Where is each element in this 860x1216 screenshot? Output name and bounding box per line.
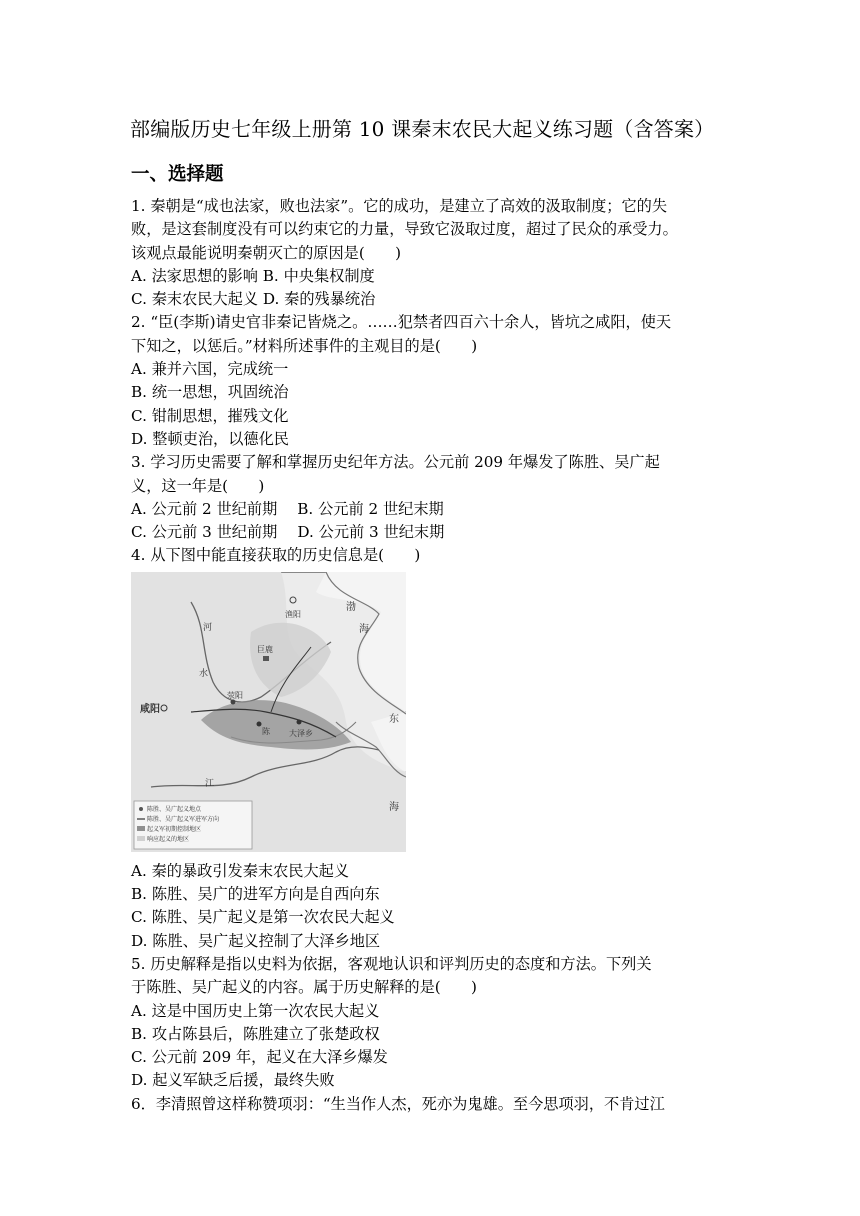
option-line: B. 攻占陈县后，陈胜建立了张楚政权 <box>131 1024 380 1043</box>
uprising-map <box>131 572 406 852</box>
map-label-chen: 陈 <box>262 726 270 736</box>
legend-item: 响应起义的地区 <box>147 835 190 843</box>
text-line: 1. 秦朝是“成也法家，败也法家”。它的成功，是建立了高效的汲取制度；它的失 <box>131 197 668 215</box>
option-line: C. 秦末农民大起义 D. 秦的残暴统治 <box>131 290 376 309</box>
map-label-hai2: 海 <box>389 801 399 813</box>
map-label-xingyang: 荥阳 <box>227 690 243 700</box>
option-line: C. 陈胜、吴广起义是第一次农民大起义 <box>131 908 395 927</box>
option-line: B. 统一思想，巩固统治 <box>131 383 289 402</box>
legend-item: 陈胜、吴广起义军进军方向 <box>147 815 220 823</box>
option-line: D. 陈胜、吴广起义控制了大泽乡地区 <box>131 931 381 950</box>
legend-item: 陈胜、吴广起义地点 <box>147 805 202 813</box>
option-line: C. 公元前 209 年，起义在大泽乡爆发 <box>131 1048 388 1067</box>
option-line: A. 法家思想的影响 B. 中央集权制度 <box>131 266 375 285</box>
map-label-bo: 渤 <box>346 601 356 613</box>
text-line: 5. 历史解释是指以史料为依据，客观地认识和评判历史的态度和方法。下列关 <box>131 954 652 973</box>
text-line: 于陈胜、吴广起义的内容。属于历史解释的是( ) <box>131 978 477 997</box>
text-line: 败，是这套制度没有可以约束它的力量，导致它汲取过度，超过了民众的承受力。 <box>131 220 678 239</box>
map-label-dazexiang: 大泽乡 <box>289 728 313 738</box>
option-line: A. 兼并六国，完成统一 <box>131 360 289 379</box>
map-label-jiang: 江 <box>205 778 215 789</box>
map-label-xianyang: 咸阳 <box>140 703 160 715</box>
text-line: 义，这一年是( ) <box>131 476 265 495</box>
map-label-shui: 水 <box>199 668 209 679</box>
option-line: D. 起义军缺乏后援，最终失败 <box>131 1071 335 1090</box>
option-line: D. 整顿吏治，以德化民 <box>131 429 289 448</box>
map-label-julu: 巨鹿 <box>257 644 273 654</box>
text-line: 4. 从下图中能直接获取的历史信息是( ) <box>131 546 421 565</box>
legend-item: 起义军初期控制地区 <box>147 825 202 833</box>
text-line: 6．李清照曾这样称赞项羽：“生当作人杰，死亦为鬼雄。至今思项羽，不肯过江 <box>131 1094 665 1113</box>
text-line: 3. 学习历史需要了解和掌握历史纪年方法。公元前 209 年爆发了陈胜、吴广起 <box>131 453 660 472</box>
text-line: 下知之，以惩后。”材料所述事件的主观目的是( ) <box>131 336 478 355</box>
map-label-he: 河 <box>203 622 213 633</box>
document-title: 部编版历史七年级上册第 10 课秦末农民大起义练习题（含答案） <box>130 117 715 141</box>
option-line: C. 钳制思想，摧残文化 <box>131 406 289 425</box>
option-line: A. 公元前 2 世纪前期 B. 公元前 2 世纪末期 <box>131 499 444 518</box>
option-line: A. 这是中国历史上第一次农民大起义 <box>131 1001 380 1020</box>
uprising-map-figure <box>131 568 731 860</box>
map-label-hai: 海 <box>359 623 369 635</box>
question-content <box>131 195 731 1116</box>
option-line: A. 秦的暴政引发秦末农民大起义 <box>131 861 350 880</box>
option-line: B. 陈胜、吴广的进军方向是自西向东 <box>131 885 380 904</box>
text-line: 2. “臣(李斯)请史官非秦记皆烧之。……犯禁者四百六十余人，皆坑之咸阳，使天 <box>131 313 672 332</box>
text-line: 该观点最能说明秦朝灭亡的原因是( ) <box>131 243 402 262</box>
section-heading: 一、选择题 <box>131 164 224 185</box>
option-line: C. 公元前 3 世纪前期 D. 公元前 3 世纪末期 <box>131 523 445 542</box>
map-label-dong: 东 <box>389 713 399 725</box>
map-label-yuyang: 渔阳 <box>285 609 301 619</box>
